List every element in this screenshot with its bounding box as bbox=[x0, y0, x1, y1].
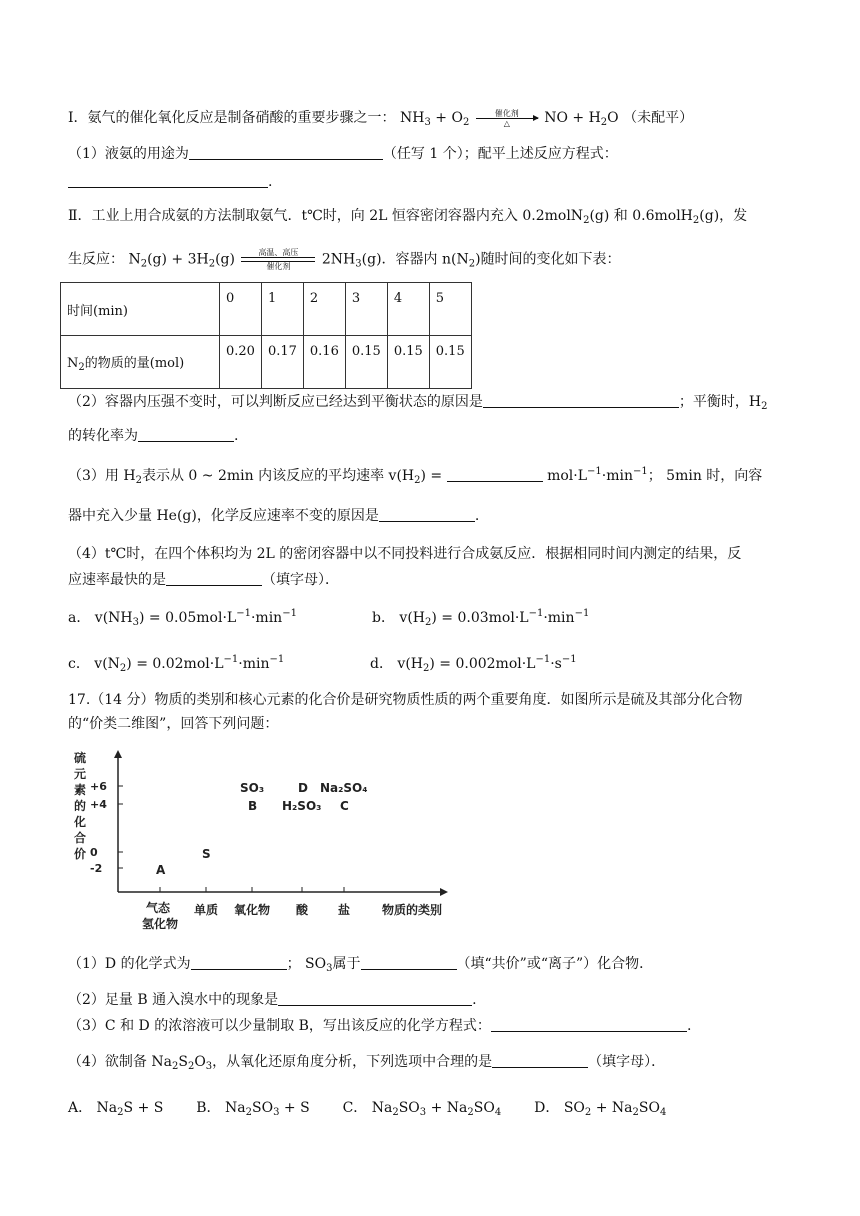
question-2-line: （2）容器内压强不变时，可以判断反应已经达到平衡状态的原因是 ；平衡时，$H_2$ bbox=[68, 394, 768, 412]
table-cell: 2 bbox=[303, 283, 345, 336]
answer-blank[interactable] bbox=[166, 571, 262, 586]
option-B: B． $Na_2SO_3 + S$ bbox=[196, 1100, 310, 1118]
svg-text:化: 化 bbox=[74, 815, 87, 829]
equilibrium-arrow: 高温、高压 催化剂 bbox=[241, 248, 315, 271]
svg-text:元: 元 bbox=[74, 767, 87, 781]
x-axis-label: 物质的类别 bbox=[382, 903, 443, 917]
table-cell: 0.16 bbox=[303, 336, 345, 389]
y-tick-label: -2 bbox=[90, 862, 103, 875]
x-category-label: 气态 bbox=[146, 901, 171, 915]
question-3-line-2: 器中充入少量 He(g)，化学反应速率不变的原因是 . bbox=[68, 508, 480, 524]
point-label-B: B bbox=[248, 799, 258, 813]
answer-blank[interactable] bbox=[491, 1017, 687, 1032]
answer-blank[interactable] bbox=[379, 507, 475, 522]
table-cell: 1 bbox=[261, 283, 303, 336]
table-row bbox=[61, 283, 472, 336]
y-tick-label: +4 bbox=[90, 798, 107, 811]
q17-4-options bbox=[68, 1098, 666, 1123]
table-cell: 5 bbox=[429, 283, 471, 336]
section1-equation-line: Ⅰ．氨气的催化氧化反应是制备硝酸的重要步骤之一： $NH_3 + O_2$ 催化剂 △ NO + $H_2O$ （未配平） bbox=[68, 108, 694, 128]
table-cell: 0.15 bbox=[345, 336, 387, 389]
valence-category-chart bbox=[68, 748, 468, 940]
question-17-title: 17.（14 分）物质的类别和核心元素的化合价是研究物质性质的两个重要角度．如图所示是硫及其部分化合物 bbox=[68, 692, 743, 708]
q17-2-line: （2）足量 B 通入溴水中的现象是 . bbox=[68, 992, 477, 1008]
point-label-Na₂SO₄: Na₂SO₄ bbox=[320, 781, 368, 795]
table-cell: 0.17 bbox=[261, 336, 303, 389]
point-label-H₂SO₃: H₂SO₃ bbox=[282, 799, 322, 813]
x-category-label: 酸 bbox=[296, 903, 309, 917]
option-d: d． $v(H_2) = 0.002mol\cdot L^{-1}\cdot s^{-1}$ bbox=[370, 654, 577, 674]
option-b: b． $v(H_2) = 0.03mol\cdot L^{-1}\cdot\min^{-1}$ bbox=[372, 608, 590, 628]
question-4-line-2: 应速率最快的是 （填字母）． bbox=[68, 572, 339, 588]
svg-text:合: 合 bbox=[74, 831, 87, 845]
section1-intro: Ⅰ．氨气的催化氧化反应是制备硝酸的重要步骤之一： bbox=[68, 110, 396, 126]
answer-blank[interactable] bbox=[68, 173, 268, 188]
svg-text:的: 的 bbox=[74, 799, 87, 813]
y-tick-label: +6 bbox=[90, 780, 107, 793]
option-a: a． $v(NH_3) = 0.05mol\cdot L^{-1}\cdot\min^{-1}$ bbox=[68, 608, 297, 628]
x-category-label: 盐 bbox=[338, 903, 351, 917]
answer-blank[interactable] bbox=[189, 145, 383, 160]
q17-3-line: （3）C 和 D 的浓溶液可以少量制取 B，写出该反应的化学方程式： . bbox=[68, 1018, 692, 1034]
x-category-label: 单质 bbox=[194, 903, 219, 917]
svg-text:价: 价 bbox=[74, 847, 87, 861]
table-cell: 0.15 bbox=[429, 336, 471, 389]
q17-4-line: （4）欲制备 $Na_2S_2O_3$，从氧化还原角度分析，下列选项中合理的是 （填字母）． bbox=[68, 1054, 666, 1072]
point-label-SO₃: SO₃ bbox=[240, 781, 265, 795]
option-D: D． $SO_2 + Na_2SO_4$ bbox=[534, 1100, 667, 1118]
table-header-time: 时间(min) bbox=[61, 283, 220, 336]
table-cell: 0.20 bbox=[220, 336, 262, 389]
n2-amount-table bbox=[60, 282, 472, 389]
table-cell: 0.15 bbox=[387, 336, 429, 389]
answer-blank[interactable] bbox=[447, 467, 543, 482]
table-cell: 0 bbox=[220, 283, 262, 336]
svg-text:素: 素 bbox=[74, 783, 87, 797]
question-1-line: （1）液氨的用途为 （任写 1 个）；配平上述反应方程式： bbox=[68, 146, 618, 162]
answer-blank[interactable] bbox=[138, 427, 234, 442]
section2-intro: Ⅱ．工业上用合成氨的方法制取氨气．t℃时，向 2L 恒容密闭容器内充入 0.2molN$_2$(g) 和 0.6molH$_2$(g)，发 bbox=[68, 208, 748, 226]
reaction-arrow: 催化剂 △ bbox=[476, 109, 538, 128]
section2-reaction: 生反应： $N_2(g) + 3H_2(g)$ 高温、高压 催化剂 $2NH_3(g)$．容器内 $n(N_2)$随时间的变化如下表： bbox=[68, 248, 621, 271]
question-3-line: （3）用 $H_2$表示从 0 ~ 2min 内该反应的平均速率 $v(H_2) = mol\cdot L^{-1}\cdot\min^{-1}$； 5min 时，向容 bbox=[68, 466, 763, 486]
question-4-line: （4）t℃时，在四个体积均为 2L 的密闭容器中以不同投料进行合成氨反应．根据相同时间内测定的结果，反 bbox=[68, 546, 742, 562]
table-header-n2: $N_2$的物质的量(mol) bbox=[61, 336, 220, 389]
option-C: C． $Na_2SO_3 + Na_2SO_4$ bbox=[342, 1100, 502, 1118]
table-row bbox=[61, 336, 472, 389]
answer-blank[interactable] bbox=[492, 1053, 588, 1068]
y-axis-label: 硫 bbox=[74, 751, 87, 765]
option-A: A． $Na_2S + S$ bbox=[68, 1100, 164, 1118]
point-label-D: D bbox=[298, 781, 308, 795]
table-cell: 3 bbox=[345, 283, 387, 336]
option-c: c． $v(N_2) = 0.02mol\cdot L^{-1}\cdot\min^{-1}$ bbox=[68, 654, 285, 674]
q17-1-line: （1）D 的化学式为 ； $SO_3$属于 （填“共价”或“离子”）化合物． bbox=[68, 956, 654, 974]
table-cell: 4 bbox=[387, 283, 429, 336]
point-label-S: S bbox=[202, 847, 211, 861]
answer-blank[interactable] bbox=[483, 393, 679, 408]
question-17-title-2: 的“价类二维图”，回答下列问题： bbox=[68, 716, 279, 732]
point-label-C: C bbox=[340, 799, 349, 813]
answer-blank[interactable] bbox=[361, 955, 457, 970]
y-tick-label: 0 bbox=[90, 846, 98, 859]
point-label-A: A bbox=[156, 863, 166, 877]
x-category-label: 氢化物 bbox=[142, 917, 179, 931]
question-1-line-2: . bbox=[68, 172, 272, 192]
x-category-label: 氧化物 bbox=[234, 903, 271, 917]
question-2-line-2: 的转化率为 . bbox=[68, 428, 239, 444]
answer-blank[interactable] bbox=[278, 991, 472, 1006]
answer-blank[interactable] bbox=[191, 955, 287, 970]
